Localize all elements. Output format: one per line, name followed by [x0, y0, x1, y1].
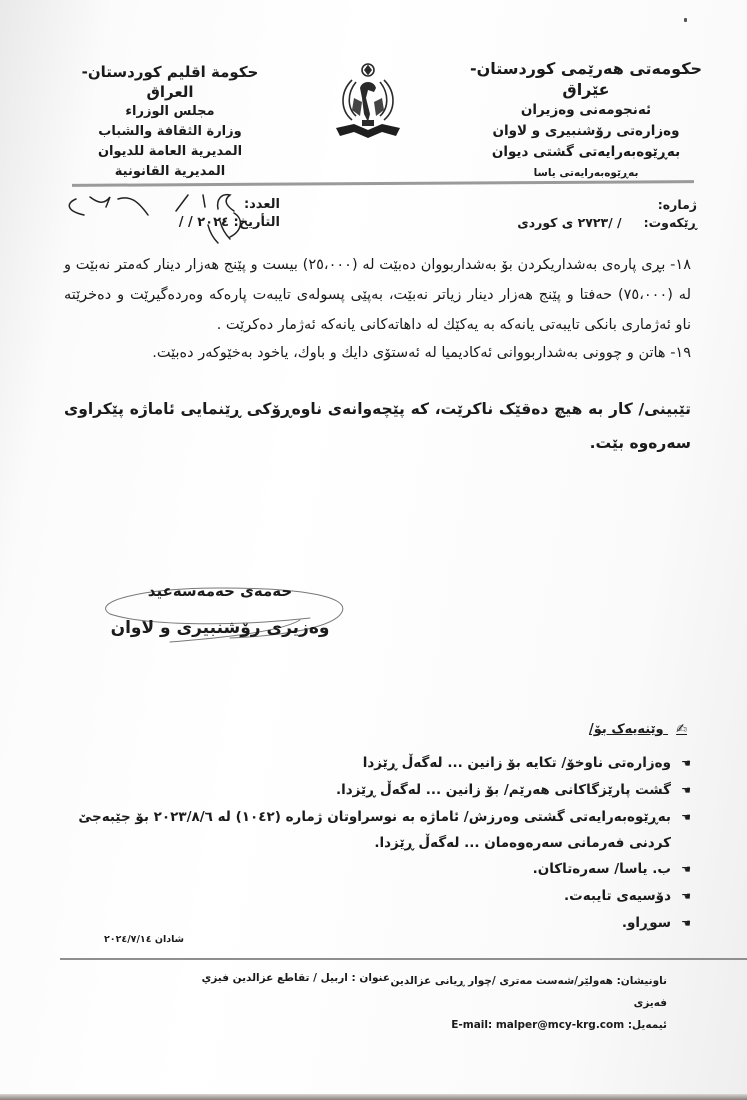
reference-arabic	[160, 196, 280, 232]
copies-heading-hand-icon: ✍	[676, 722, 687, 737]
footer-email[interactable]: E-mail: malper@mcy-krg.com	[451, 1019, 625, 1031]
copies-list	[62, 750, 693, 937]
copies-heading	[589, 722, 687, 737]
copies-heading-text: وێنەیەک بۆ/	[589, 722, 664, 737]
header-ku-ministry: وەزارەتی رۆشنبیری و لاوان	[492, 123, 680, 139]
clause-19: ١٩- هاتن و چوونی بەشداربووانی ئەکادیمیا لە ئەستۆی دایك و باوك، یاخود بەخێوکەر دەبێت.	[152, 345, 691, 361]
header-ku-directorate: بەڕێوەبەرایەتی گشتی دیوان	[491, 144, 681, 160]
reference-date-value: / /٢٧٢٣ ی کوردی	[517, 215, 622, 230]
pointing-hand-icon: ☚	[681, 863, 691, 876]
reference-number-label: ژمارە:	[657, 197, 697, 212]
header-ar-directorate: المديرية العامة للديوان	[97, 144, 243, 159]
header-kurdish	[451, 58, 721, 184]
footer-divider	[60, 958, 747, 960]
reference-kurdish	[437, 196, 697, 232]
note-paragraph: تێبینی/ کار بە هیچ دەقێک ناکرێت، کە پێچەوانەی ناوەڕۆکی ڕێنمایی ئاماژە پێکراوی سەرەوە بێت.	[64, 400, 691, 452]
copies-item	[62, 750, 693, 777]
header-arabic	[70, 62, 270, 182]
header-ar-council: مجلس الوزراء	[125, 104, 215, 119]
copies-item	[62, 804, 693, 856]
copies-item-text: سوڕاو.	[621, 915, 671, 931]
clause-18: ١٨- بڕی پارەی بەشداریکردن بۆ بەشداربووان دەبێت لە (٢٥،٠٠٠) بیست و پێنج هەزار دینار کەمتر نەبێت و لە (٧٥،٠٠٠) حەفتا و پێنج هەزار دینار زیاتر نەبێت، بەپێی پسولەی تایبەت پارەکە وەردەگیرێت و دەخرێتە ناو ئەژماری بانکی تایبەتی یانەکە بە یەکێك لە داهاتەکانی یانەکە ئەژمار دەکرێت .	[64, 257, 691, 333]
paper-bottom-edge	[0, 1094, 747, 1100]
signatory-name: حەمەی حەمەسەعید	[147, 582, 293, 600]
pointing-hand-icon: ☚	[681, 784, 691, 797]
pointing-hand-icon: ☚	[681, 757, 691, 770]
copies-item	[62, 883, 693, 910]
reference-date-label: ڕێکەوت:	[643, 215, 697, 230]
copies-item-text: بەڕێوەبەرایەتی گشتی وەرزش/ ئاماژە بە نوسراوتان ژمارە (١٠٤٢) لە ٢٠٢٣/٨/٦ بۆ جێبەجێ کردنی فەرمانی سەرەوەمان ... لەگەڵ ڕێزدا.	[78, 809, 671, 851]
header-ar-government: حكومة اقليم كوردستان-العراق	[81, 63, 259, 101]
reference-date-value-ar: ٢٠٢٤ / /	[178, 215, 229, 230]
copies-item	[62, 856, 693, 883]
reference-number-label-ar: العدد:	[243, 197, 280, 212]
header-ar-ministry: وزارة الثقافة والشباب	[98, 124, 242, 139]
footer-kurdish	[367, 970, 667, 1036]
copies-item	[62, 777, 693, 804]
pointing-hand-icon: ☚	[681, 917, 691, 930]
paper-speck	[684, 18, 687, 22]
footer-address-ku: ناونیشان: هەولێر/شەست مەتری /چوار ڕیانی عزالدین فەیزی	[390, 975, 667, 1009]
header-ar-legal: المديرية القانونية	[114, 164, 226, 179]
header-ku-council: ئەنجومەنی وەزیران	[520, 102, 652, 118]
reference-date-label-ar: التأريخ:	[233, 215, 280, 230]
header-ku-government: حکومەتی هەرێمی کوردستان-عێراق	[469, 59, 703, 99]
copies-item-text: وەزارەتی ناوخۆ/ تکایە بۆ زانین ... لەگەڵ ڕێزدا	[362, 755, 671, 771]
copies-item-text: ب. یاسا/ سەرەتاکان.	[532, 861, 671, 877]
copies-item-text: دۆسیەی تایبەت.	[564, 888, 671, 904]
typist-date-note: شادان ٢٠٢٤/٧/١٤	[104, 934, 184, 945]
footer-email-label: ئیمەیل:	[627, 1019, 667, 1031]
pointing-hand-icon: ☚	[681, 890, 691, 903]
kurdistan-emblem-icon	[318, 58, 418, 144]
footer-address-ar: عنوان : اربيل / تقاطع عزالدين فيزي	[201, 972, 390, 984]
signatory-title: وەزیری رۆشنبیری و لاوان	[110, 618, 330, 638]
header-ku-legal: بەڕێوەبەرایەتی یاسا	[533, 167, 639, 179]
copies-item-text: گشت پارێزگاکانی هەرێم/ بۆ زانین ... لەگەڵ ڕێزدا.	[335, 782, 671, 798]
copies-item	[62, 910, 693, 937]
pointing-hand-icon: ☚	[681, 811, 691, 824]
